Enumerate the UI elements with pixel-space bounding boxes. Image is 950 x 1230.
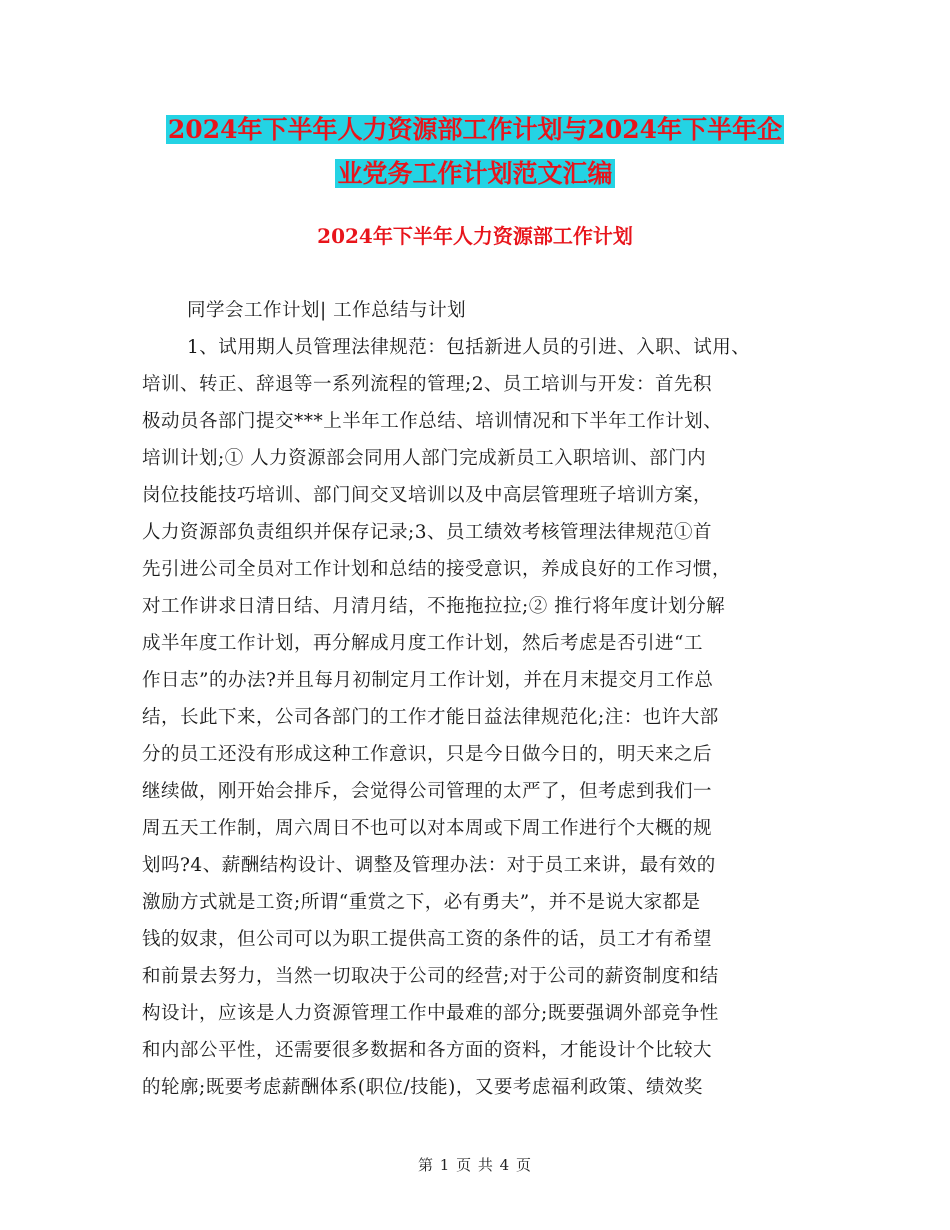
body-line: 对工作讲求日清日结、月清月结，不拖拖拉拉;② 推行将年度计划分解: [142, 596, 726, 617]
page-footer: 第 1 页 共 4 页: [418, 1156, 532, 1174]
document-title-line-1: [0, 110, 950, 150]
body-line: 和前景去努力，当然一切取决于公司的经营;对于公司的薪资制度和结: [142, 966, 719, 987]
body-line: 构设计，应该是人力资源管理工作中最难的部分;既要强调外部竞争性: [142, 1003, 719, 1024]
body-line: 继续做，刚开始会排斥，会觉得公司管理的太严了，但考虑到我们一: [142, 781, 713, 802]
body-line: 分的员工还没有形成这种工作意识，只是今日做今日的，明天来之后: [142, 744, 713, 765]
body-line: 同学会工作计划| 工作总结与计划: [187, 300, 467, 321]
body-text: [142, 292, 842, 1106]
body-line: 的轮廓;既要考虑薪酬体系(职位/技能)，又要考虑福利政策、绩效奖: [142, 1077, 703, 1098]
body-line: 岗位技能技巧培训、部门间交叉培训以及中高层管理班子培训方案，: [142, 485, 713, 506]
body-line: 人力资源部负责组织并保存记录;3、员工绩效考核管理法律规范①首: [142, 522, 713, 543]
body-line: 培训、转正、辞退等一系列流程的管理;2、员工培训与开发：首先积: [142, 374, 713, 395]
body-line: 1、试用期人员管理法律规范：包括新进人员的引进、入职、试用、: [187, 337, 751, 358]
body-line: 先引进公司全员对工作计划和总结的接受意识，养成良好的工作习惯，: [142, 559, 732, 580]
body-line: 结，长此下来，公司各部门的工作才能日益法律规范化;注：也许大部: [142, 707, 719, 728]
body-line: 极动员各部门提交***上半年工作总结、培训情况和下半年工作计划、: [142, 411, 723, 432]
section-title: 2024年下半年人力资源部工作计划: [317, 224, 633, 248]
body-line: 培训计划;① 人力资源部会同用人部门完成新员工入职培训、部门内: [142, 448, 707, 469]
document-title-line-2: [0, 154, 950, 194]
title-highlight-1: 2024年下半年人力资源部工作计划与2024年下半年企: [167, 115, 783, 144]
title-highlight-2: 业党务工作计划范文汇编: [337, 159, 613, 188]
body-line: 周五天工作制，周六周日不也可以对本周或下周工作进行个大概的规: [142, 818, 713, 839]
body-line: 激励方式就是工资;所谓“重赏之下，必有勇夫”，并不是说大家都是: [142, 892, 701, 913]
body-line: 划吗?4、薪酬结构设计、调整及管理办法：对于员工来讲，最有效的: [142, 855, 716, 876]
body-line: 和内部公平性，还需要很多数据和各方面的资料，才能设计个比较大: [142, 1040, 713, 1061]
body-line: 作日志”的办法?并且每月初制定月工作计划，并在月末提交月工作总: [142, 670, 714, 691]
body-line: 钱的奴隶，但公司可以为职工提供高工资的条件的话，员工才有希望: [142, 929, 713, 950]
body-line: 成半年度工作计划，再分解成月度工作计划，然后考虑是否引进“工: [142, 633, 703, 654]
